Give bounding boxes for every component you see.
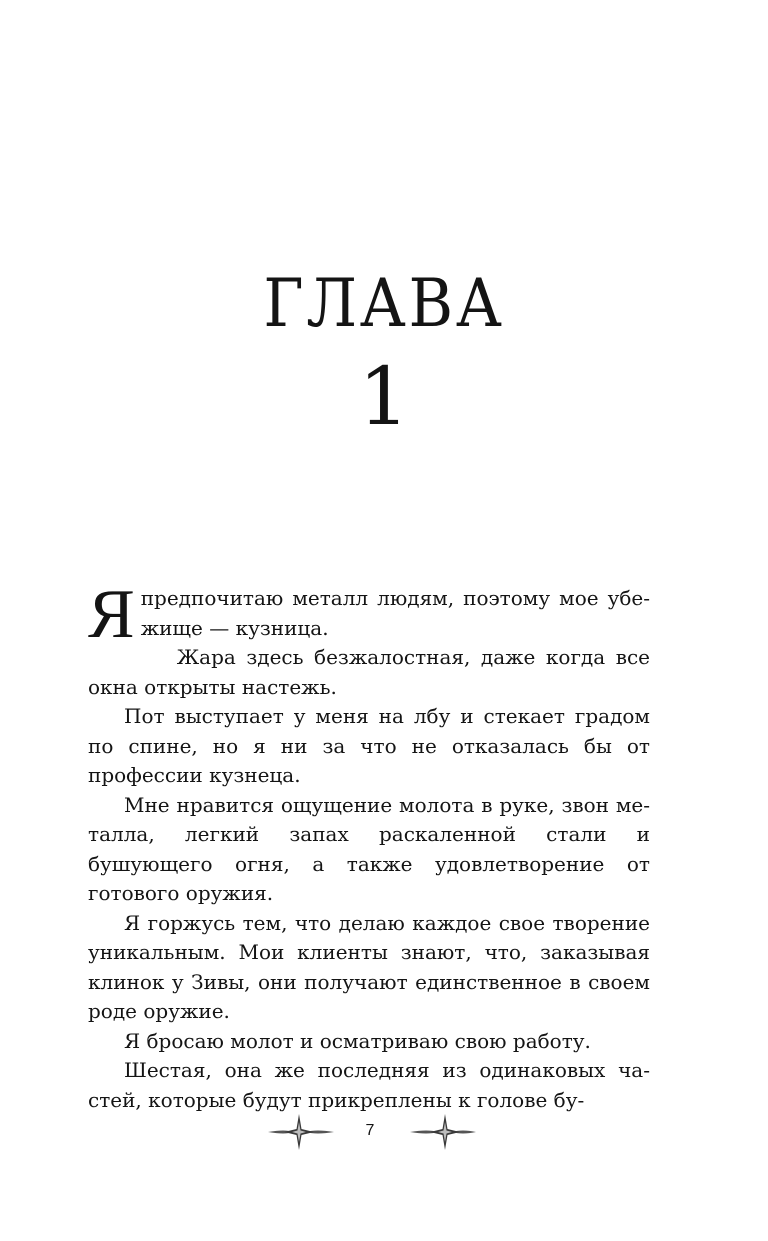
paragraph: Я бросаю молот и осматриваю свою работу. bbox=[124, 1028, 591, 1053]
paragraph-text: предпочитаю металл людям, поэтому мое убежище — кузница. bbox=[140, 586, 650, 640]
star-flourish-icon bbox=[266, 1112, 336, 1152]
page-footer bbox=[0, 1112, 768, 1152]
paragraph: Я горжусь тем, что делаю каждое свое творение уникальным. Мои клиенты знают, что, заказывая клинок у Зивы, они получают единственное в своем роде оружие. bbox=[88, 910, 650, 1023]
paragraph: Шестая, она же последняя из одинаковых частей, которые будут прикреплены к голове бу- bbox=[88, 1058, 650, 1112]
star-flourish-icon bbox=[408, 1112, 478, 1152]
drop-cap: Я bbox=[88, 576, 135, 653]
chapter-number: 1 bbox=[358, 350, 410, 443]
chapter-heading bbox=[0, 265, 768, 443]
paragraph: Мне нравится ощущение молота в руке, звон металла, легкий запах раскаленной стали и бушующего огня, а также удовлетворение от готового оружия. bbox=[88, 792, 650, 905]
paragraph: Пот выступает у меня на лбу и стекает градом по спине, но я ни за что не отказалась бы от профессии кузнеца. bbox=[88, 704, 650, 787]
paragraph bbox=[88, 576, 650, 653]
page-number: 7 bbox=[365, 1122, 375, 1139]
paragraph: Жара здесь безжалостная, даже когда все окна открыты настежь. bbox=[88, 645, 650, 699]
chapter-body bbox=[88, 576, 650, 1115]
chapter-title: ГЛАВА bbox=[263, 265, 505, 342]
